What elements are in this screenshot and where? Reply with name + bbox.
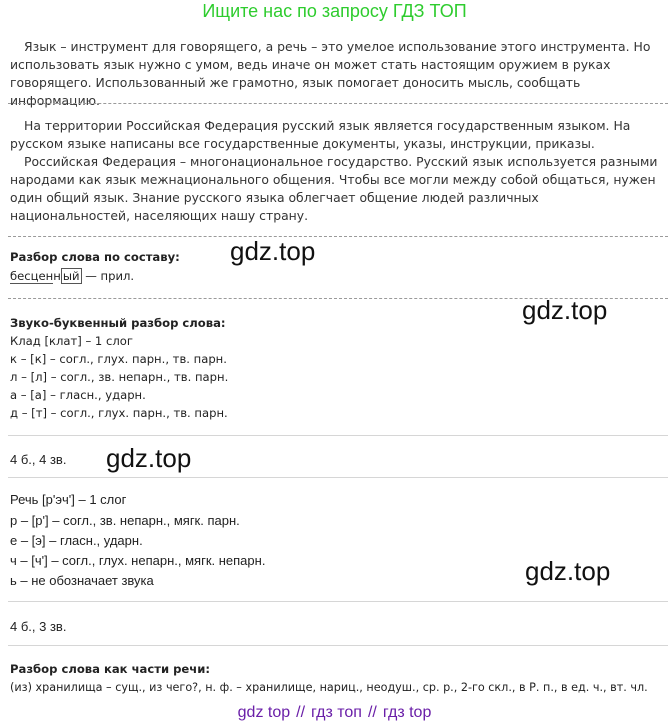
divider (8, 236, 668, 237)
footer-separator: // (367, 704, 377, 721)
phonetic-line: р – [р'] – согл., зв. непарн., мягк. парн. (10, 513, 240, 528)
watermark: gdz.top (106, 443, 192, 473)
top-banner: Ищите нас по запросу ГДЗ ТОП (202, 1, 467, 21)
morph-pos: — прил. (81, 269, 135, 283)
phonetic-line: а – [а] – гласн., ударн. (10, 388, 146, 402)
phonetic-heading: Звуко-буквенный разбор слова: (10, 316, 226, 330)
footer-link[interactable]: gdz top (237, 704, 291, 721)
pos-line: (из) хранилища – сущ., из чего?, н. ф. – хранилище, нариц., неодуш., ср. р., 2-го скл., в Р. п., в ед. ч., вт. чл. (10, 681, 648, 694)
footer-separator: // (296, 704, 306, 721)
phonetic-line: д – [т] – согл., глух. парн., тв. парн. (10, 406, 228, 420)
divider (8, 435, 668, 436)
morph-suffix: н (53, 269, 61, 283)
paragraph: На территории Российская Федерация русский язык является государственным языком. На русском языке написаны все государственные документы, указы, инструкции, приказы. (10, 118, 631, 151)
letter-sound-count: 4 б., 4 зв. (10, 452, 67, 467)
text-block-2 (10, 117, 660, 225)
morph-word (10, 269, 134, 283)
morph-ending: ый (62, 269, 80, 283)
divider (8, 645, 668, 646)
phonetic-line: ь – не обозначает звука (10, 573, 154, 588)
phonetic-line: л – [л] – согл., зв. непарн., тв. парн. (10, 370, 229, 384)
divider (8, 601, 668, 602)
footer-link[interactable]: гдз top (382, 704, 432, 721)
pos-heading: Разбор слова как части речи: (10, 662, 210, 676)
watermark: gdz.top (525, 556, 611, 586)
footer (0, 704, 669, 722)
morph-heading: Разбор слова по составу: (10, 250, 180, 264)
phonetic-line: Клад [клат] – 1 слог (10, 334, 133, 348)
phonetic-line: е – [э] – гласн., ударн. (10, 533, 143, 548)
phonetic-line: ч – [ч'] – согл., глух. непарн., мягк. непарн. (10, 553, 266, 568)
phonetic-line: к – [к] – согл., глух. парн., тв. парн. (10, 352, 227, 366)
paragraph: Российская Федерация – многонациональное государство. Русский язык используется разными народами как язык межнационального общения. Чтобы все могли между собой общаться, нужен один общий язык. Знание русского языка облегчает общение людей различных национальностей, населяющих нашу страну. (10, 154, 658, 223)
divider (8, 477, 668, 478)
footer-link[interactable]: гдз топ (311, 704, 362, 721)
letter-sound-count: 4 б., 3 зв. (10, 619, 67, 634)
text-block-1 (10, 38, 660, 110)
morph-root: бесцен (10, 269, 54, 283)
watermark: gdz.top (230, 236, 316, 266)
phonetic-line: Речь [р'эч'] – 1 слог (10, 492, 127, 507)
watermark: gdz.top (522, 295, 608, 325)
divider (8, 103, 668, 104)
paragraph: Язык – инструмент для говорящего, а речь – это умелое использование этого инструмента. Но использовать язык нужно с умом, ведь иначе он может стать настоящим оружием в руках говорящего. Использованный же грамотно, язык помогает доносить мысль, сообщать информацию. (10, 39, 651, 108)
